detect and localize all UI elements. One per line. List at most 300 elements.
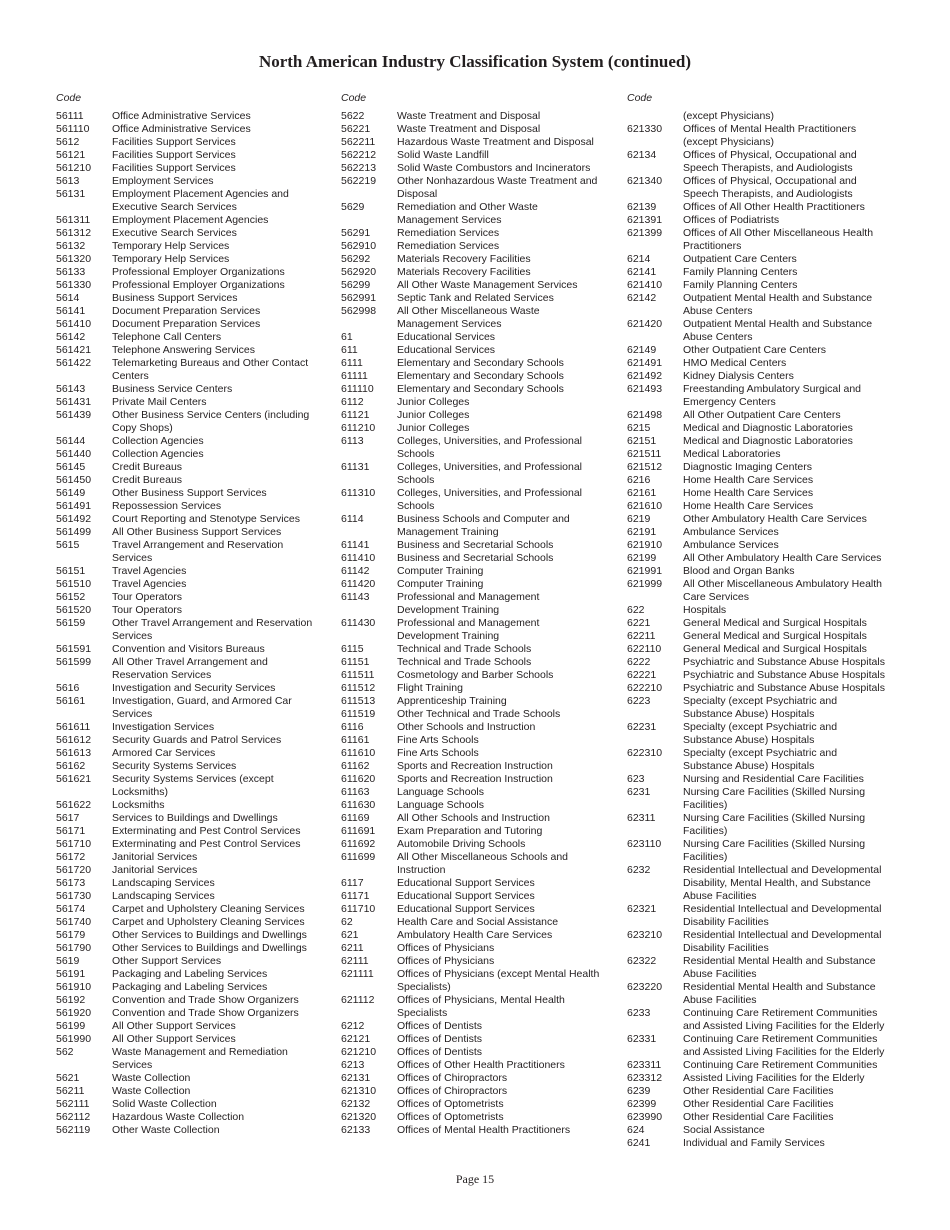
industry-description: Employment Services: [112, 175, 214, 187]
classification-row: [56, 357, 336, 370]
classification-row: [56, 877, 336, 890]
industry-description: Abuse Facilities: [683, 994, 757, 1006]
naics-code: [341, 318, 397, 331]
classification-row: [627, 383, 907, 396]
naics-code: 5629: [341, 201, 365, 213]
industry-description: Tour Operators: [112, 591, 183, 603]
classification-row: [627, 734, 907, 747]
naics-code: [627, 162, 683, 175]
classification-row: [56, 1046, 336, 1059]
naics-code: 56179: [56, 929, 86, 941]
industry-description: Language Schools: [397, 786, 484, 798]
naics-code: 6114: [341, 513, 364, 525]
naics-code: 56142: [56, 331, 86, 343]
naics-code: 56161: [56, 695, 86, 707]
classification-row: [627, 266, 907, 279]
industry-description: (except Physicians): [683, 136, 775, 148]
naics-code: 6231: [627, 786, 651, 798]
classification-row: [341, 1059, 621, 1072]
naics-code: 621420: [627, 318, 663, 330]
industry-description: Offices of Dentists: [397, 1020, 483, 1032]
naics-code: 56173: [56, 877, 86, 889]
industry-description: Services: [112, 1059, 153, 1071]
classification-row: [341, 513, 621, 526]
industry-description: Document Preparation Services: [112, 305, 261, 317]
classification-row: [341, 682, 621, 695]
industry-description: Apprenticeship Training: [397, 695, 507, 707]
naics-code: 56192: [56, 994, 86, 1006]
industry-description: Psychiatric and Substance Abuse Hospitals: [683, 669, 885, 681]
classification-row: [341, 604, 621, 617]
naics-code: [56, 630, 112, 643]
classification-row: [56, 305, 336, 318]
classification-row: [627, 604, 907, 617]
naics-code: 621999: [627, 578, 663, 590]
industry-description: Business Schools and Computer and: [397, 513, 570, 525]
naics-code: 5616: [56, 682, 80, 694]
classification-row: [627, 513, 907, 526]
classification-row: [56, 929, 336, 942]
naics-code: 561730: [56, 890, 92, 902]
industry-description: Office Administrative Services: [112, 110, 251, 122]
classification-row: [627, 955, 907, 968]
industry-description: Business Support Services: [112, 292, 238, 304]
classification-row: [627, 721, 907, 734]
classification-row: [341, 877, 621, 890]
naics-code: 621491: [627, 357, 663, 369]
industry-description: Hazardous Waste Collection: [112, 1111, 245, 1123]
naics-code: 611512: [341, 682, 376, 694]
classification-row: [341, 981, 621, 994]
industry-description: (except Physicians): [683, 110, 775, 122]
industry-description: Home Health Care Services: [683, 474, 814, 486]
naics-code: 6215: [627, 422, 651, 434]
classification-row: [627, 578, 907, 591]
naics-code: 62133: [341, 1124, 371, 1136]
industry-description: Landscaping Services: [112, 890, 215, 902]
classification-row: [341, 136, 621, 149]
naics-code: 621391: [627, 214, 663, 226]
naics-code: 611699: [341, 851, 376, 863]
naics-code: 561450: [56, 474, 92, 486]
industry-description: Offices of Optometrists: [397, 1098, 504, 1110]
classification-row: [341, 357, 621, 370]
classification-row: [341, 760, 621, 773]
industry-description: Abuse Centers: [683, 331, 753, 343]
classification-row: [627, 968, 907, 981]
naics-code: 62231: [627, 721, 657, 733]
industry-description: Investigation Services: [112, 721, 215, 733]
industry-description: Exterminating and Pest Control Services: [112, 825, 301, 837]
classification-row: [56, 825, 336, 838]
naics-code: 561499: [56, 526, 92, 538]
classification-row: [627, 461, 907, 474]
industry-description: Educational Services: [397, 344, 496, 356]
naics-code: [627, 110, 683, 123]
classification-row: [627, 565, 907, 578]
industry-description: Educational Support Services: [397, 903, 535, 915]
industry-description: Other Business Support Services: [112, 487, 267, 499]
classification-row: [627, 1072, 907, 1085]
classification-row: [56, 409, 336, 422]
classification-row: [341, 864, 621, 877]
industry-description: All Other Support Services: [112, 1020, 236, 1032]
naics-code: 561492: [56, 513, 92, 525]
naics-code: 561410: [56, 318, 92, 330]
industry-description: Waste Collection: [112, 1072, 191, 1084]
naics-code: [627, 305, 683, 318]
classification-row: [341, 903, 621, 916]
naics-code: 62191: [627, 526, 657, 538]
naics-code: 621111: [341, 968, 374, 980]
naics-code: [341, 981, 397, 994]
classification-row: [627, 422, 907, 435]
naics-code: 62142: [627, 292, 657, 304]
classification-row: [627, 825, 907, 838]
industry-description: Schools: [397, 474, 435, 486]
classification-row: [56, 708, 336, 721]
industry-description: All Other Travel Arrangement and: [112, 656, 268, 668]
industry-description: Outpatient Mental Health and Substance: [683, 318, 873, 330]
naics-code: 621: [341, 929, 359, 941]
classification-row: [56, 955, 336, 968]
classification-row: [627, 1007, 907, 1020]
naics-code: [627, 799, 683, 812]
industry-description: Janitorial Services: [112, 851, 198, 863]
industry-description: Waste Treatment and Disposal: [397, 123, 541, 135]
classification-row: [56, 656, 336, 669]
classification-row: [627, 474, 907, 487]
industry-description: Family Planning Centers: [683, 266, 798, 278]
naics-code: 561611: [56, 721, 91, 733]
classification-row: [341, 266, 621, 279]
naics-code: 561422: [56, 357, 92, 369]
industry-description: Residential Mental Health and Substance: [683, 955, 876, 967]
classification-row: [627, 1137, 907, 1150]
classification-row: [56, 253, 336, 266]
naics-code: 561622: [56, 799, 92, 811]
classification-row: [56, 890, 336, 903]
classification-row: [341, 669, 621, 682]
naics-code: 56292: [341, 253, 371, 265]
industry-description: Carpet and Upholstery Cleaning Services: [112, 916, 305, 928]
classification-row: [56, 227, 336, 240]
industry-description: Office Administrative Services: [112, 123, 251, 135]
naics-code: 611692: [341, 838, 376, 850]
industry-description: Offices of Optometrists: [397, 1111, 504, 1123]
naics-code: [56, 1059, 112, 1072]
classification-row: [341, 812, 621, 825]
naics-code: [627, 136, 683, 149]
classification-row: [627, 877, 907, 890]
classification-row: [627, 1059, 907, 1072]
industry-description: Investigation, Guard, and Armored Car: [112, 695, 292, 707]
classification-row: [56, 461, 336, 474]
classification-row: [627, 916, 907, 929]
industry-description: All Other Outpatient Care Centers: [683, 409, 841, 421]
naics-code: 621991: [627, 565, 663, 577]
naics-code: 621610: [627, 500, 663, 512]
industry-description: Tour Operators: [112, 604, 183, 616]
industry-description: Temporary Help Services: [112, 240, 230, 252]
industry-description: Landscaping Services: [112, 877, 215, 889]
classification-row: [341, 890, 621, 903]
naics-code: 6241: [627, 1137, 651, 1149]
classification-row: [56, 591, 336, 604]
industry-description: Carpet and Upholstery Cleaning Services: [112, 903, 305, 915]
naics-code: 561110: [56, 123, 90, 135]
classification-row: [56, 721, 336, 734]
industry-description: Sports and Recreation Instruction: [397, 760, 553, 772]
industry-description: Elementary and Secondary Schools: [397, 357, 564, 369]
naics-code: 611620: [341, 773, 376, 785]
industry-description: Individual and Family Services: [683, 1137, 825, 1149]
industry-description: Educational Support Services: [397, 877, 535, 889]
naics-code: 562: [56, 1046, 74, 1058]
naics-code: 623220: [627, 981, 663, 993]
industry-description: Colleges, Universities, and Professional: [397, 487, 583, 499]
industry-description: HMO Medical Centers: [683, 357, 787, 369]
classification-row: [341, 630, 621, 643]
naics-code: 5621: [56, 1072, 80, 1084]
naics-code: 621410: [627, 279, 663, 291]
page-title: North American Industry Classification System (continued): [258, 52, 692, 71]
industry-description: Substance Abuse) Hospitals: [683, 760, 815, 772]
industry-description: Repossession Services: [112, 500, 222, 512]
classification-row: [56, 435, 336, 448]
classification-row: [627, 682, 907, 695]
classification-row: [341, 773, 621, 786]
industry-description: Services: [112, 552, 153, 564]
naics-code: 5613: [56, 175, 80, 187]
naics-code: 611110: [341, 383, 374, 395]
industry-description: All Other Miscellaneous Waste: [397, 305, 540, 317]
naics-code: 62: [341, 916, 353, 928]
classification-row: [627, 747, 907, 760]
industry-description: Offices of Physicians: [397, 942, 495, 954]
classification-row: [56, 526, 336, 539]
industry-description: Schools: [397, 448, 435, 460]
classification-row: [56, 279, 336, 292]
industry-description: Copy Shops): [112, 422, 173, 434]
naics-code: 62151: [627, 435, 657, 447]
industry-description: Home Health Care Services: [683, 487, 814, 499]
naics-code: 621310: [341, 1085, 377, 1097]
industry-description: Waste Treatment and Disposal: [397, 110, 541, 122]
naics-code: 5617: [56, 812, 80, 824]
industry-description: Private Mail Centers: [112, 396, 207, 408]
naics-code: 62111: [341, 955, 369, 967]
classification-row: [627, 643, 907, 656]
industry-description: Reservation Services: [112, 669, 212, 681]
naics-code: 6233: [627, 1007, 651, 1019]
industry-description: Offices of Physical, Occupational and: [683, 175, 857, 187]
naics-code: 561740: [56, 916, 92, 928]
classification-row: [56, 734, 336, 747]
industry-description: Facilities Support Services: [112, 149, 236, 161]
classification-row: [627, 305, 907, 318]
classification-row: [56, 799, 336, 812]
industry-description: Business and Secretarial Schools: [397, 539, 554, 551]
naics-code: 6232: [627, 864, 651, 876]
classification-row: [341, 1033, 621, 1046]
industry-description: Executive Search Services: [112, 227, 237, 239]
industry-description: Other Services to Buildings and Dwellings: [112, 942, 307, 954]
naics-code: [56, 552, 112, 565]
industry-description: Investigation and Security Services: [112, 682, 276, 694]
classification-row: [341, 487, 621, 500]
classification-row: [627, 890, 907, 903]
industry-description: Educational Support Services: [397, 890, 535, 902]
naics-code: 622210: [627, 682, 663, 694]
naics-code: [56, 201, 112, 214]
naics-code: 621399: [627, 227, 663, 239]
industry-description: Health Care and Social Assistance: [397, 916, 559, 928]
industry-description: Fine Arts Schools: [397, 747, 479, 759]
industry-description: Court Reporting and Stenotype Services: [112, 513, 300, 525]
industry-description: Automobile Driving Schools: [397, 838, 526, 850]
industry-description: Blood and Organ Banks: [683, 565, 795, 577]
classification-row: [341, 942, 621, 955]
classification-row: [56, 539, 336, 552]
naics-code: [56, 786, 112, 799]
industry-description: Specialty (except Psychiatric and: [683, 721, 838, 733]
classification-row: [627, 526, 907, 539]
industry-description: Abuse Facilities: [683, 890, 757, 902]
industry-description: Speech Therapists, and Audiologists: [683, 162, 853, 174]
classification-row: [627, 123, 907, 136]
classification-row: [341, 188, 621, 201]
naics-code: 562213: [341, 162, 377, 174]
naics-code: 561491: [56, 500, 92, 512]
classification-row: [56, 669, 336, 682]
classification-row: [341, 422, 621, 435]
classification-row: [627, 851, 907, 864]
classification-row: [341, 994, 621, 1007]
classification-row: [341, 123, 621, 136]
classification-row: [56, 500, 336, 513]
industry-description: and Assisted Living Facilities for the Elderly: [683, 1020, 885, 1032]
classification-row: [627, 1111, 907, 1124]
classification-row: [627, 357, 907, 370]
industry-description: Offices of Chiropractors: [397, 1072, 508, 1084]
industry-description: Ambulance Services: [683, 539, 779, 551]
industry-description: All Other Waste Management Services: [397, 279, 578, 291]
classification-row: [341, 227, 621, 240]
classification-row: [627, 630, 907, 643]
classification-row: [627, 188, 907, 201]
naics-code: [341, 214, 397, 227]
naics-code: 6211: [341, 942, 364, 954]
classification-row: [56, 695, 336, 708]
classification-row: [56, 214, 336, 227]
industry-description: Sports and Recreation Instruction: [397, 773, 553, 785]
naics-code: [627, 734, 683, 747]
industry-description: All Other Schools and Instruction: [397, 812, 550, 824]
industry-description: Computer Training: [397, 565, 484, 577]
classification-row: [341, 162, 621, 175]
classification-row: [627, 812, 907, 825]
classification-row: [627, 370, 907, 383]
industry-description: Junior Colleges: [397, 409, 470, 421]
column-3: [627, 92, 907, 1150]
naics-code: 562212: [341, 149, 377, 161]
classification-row: [627, 1020, 907, 1033]
classification-row: [341, 409, 621, 422]
naics-code: 61162: [341, 760, 370, 772]
classification-row: [341, 435, 621, 448]
industry-description: All Other Business Support Services: [112, 526, 282, 538]
classification-row: [56, 1059, 336, 1072]
industry-description: Facilities Support Services: [112, 136, 236, 148]
industry-description: Schools: [397, 500, 435, 512]
naics-code: 6117: [341, 877, 364, 889]
code-header: Code: [627, 92, 653, 104]
classification-row: [341, 305, 621, 318]
naics-code: 611210: [341, 422, 376, 434]
naics-code: 61142: [341, 565, 370, 577]
naics-code: 561710: [56, 838, 92, 850]
classification-row: [627, 981, 907, 994]
industry-description: Services to Buildings and Dwellings: [112, 812, 278, 824]
industry-description: and Assisted Living Facilities for the Elderly: [683, 1046, 885, 1058]
naics-code: 561621: [56, 773, 92, 785]
naics-code: 611513: [341, 695, 376, 707]
naics-code: 623210: [627, 929, 663, 941]
naics-code: 562998: [341, 305, 377, 317]
industry-description: Document Preparation Services: [112, 318, 261, 330]
naics-code: 62211: [627, 630, 656, 642]
industry-description: Business Service Centers: [112, 383, 233, 395]
naics-code: 6222: [627, 656, 651, 668]
classification-row: [627, 669, 907, 682]
classification-row: [627, 435, 907, 448]
naics-code: 611610: [341, 747, 376, 759]
industry-description: Collection Agencies: [112, 435, 204, 447]
naics-code: 623311: [627, 1059, 662, 1071]
classification-row: [627, 695, 907, 708]
industry-description: Offices of Podiatrists: [683, 214, 780, 226]
industry-description: Management Services: [397, 214, 502, 226]
industry-description: Employment Placement Agencies: [112, 214, 269, 226]
classification-row: [627, 175, 907, 188]
industry-description: Convention and Trade Show Organizers: [112, 1007, 299, 1019]
industry-description: Credit Bureaus: [112, 461, 183, 473]
industry-description: Nursing Care Facilities (Skilled Nursing: [683, 838, 866, 850]
industry-description: Assisted Living Facilities for the Elderly: [683, 1072, 865, 1084]
naics-code: 6112: [341, 396, 364, 408]
classification-row: [56, 331, 336, 344]
classification-row: [627, 1098, 907, 1111]
industry-description: Medical and Diagnostic Laboratories: [683, 435, 853, 447]
industry-description: Practitioners: [683, 240, 742, 252]
industry-description: Exterminating and Pest Control Services: [112, 838, 301, 850]
classification-row: [56, 110, 336, 123]
industry-description: Janitorial Services: [112, 864, 198, 876]
naics-code: 611519: [341, 708, 376, 720]
classification-row: [627, 1033, 907, 1046]
classification-row: [341, 552, 621, 565]
classification-row: [56, 617, 336, 630]
classification-row: [56, 318, 336, 331]
naics-code: 56299: [341, 279, 371, 291]
naics-code: [627, 942, 683, 955]
naics-code: 62221: [627, 669, 657, 681]
industry-description: Centers: [112, 370, 149, 382]
naics-code: 5612: [56, 136, 80, 148]
industry-description: Residential Mental Health and Substance: [683, 981, 876, 993]
classification-row: [627, 279, 907, 292]
